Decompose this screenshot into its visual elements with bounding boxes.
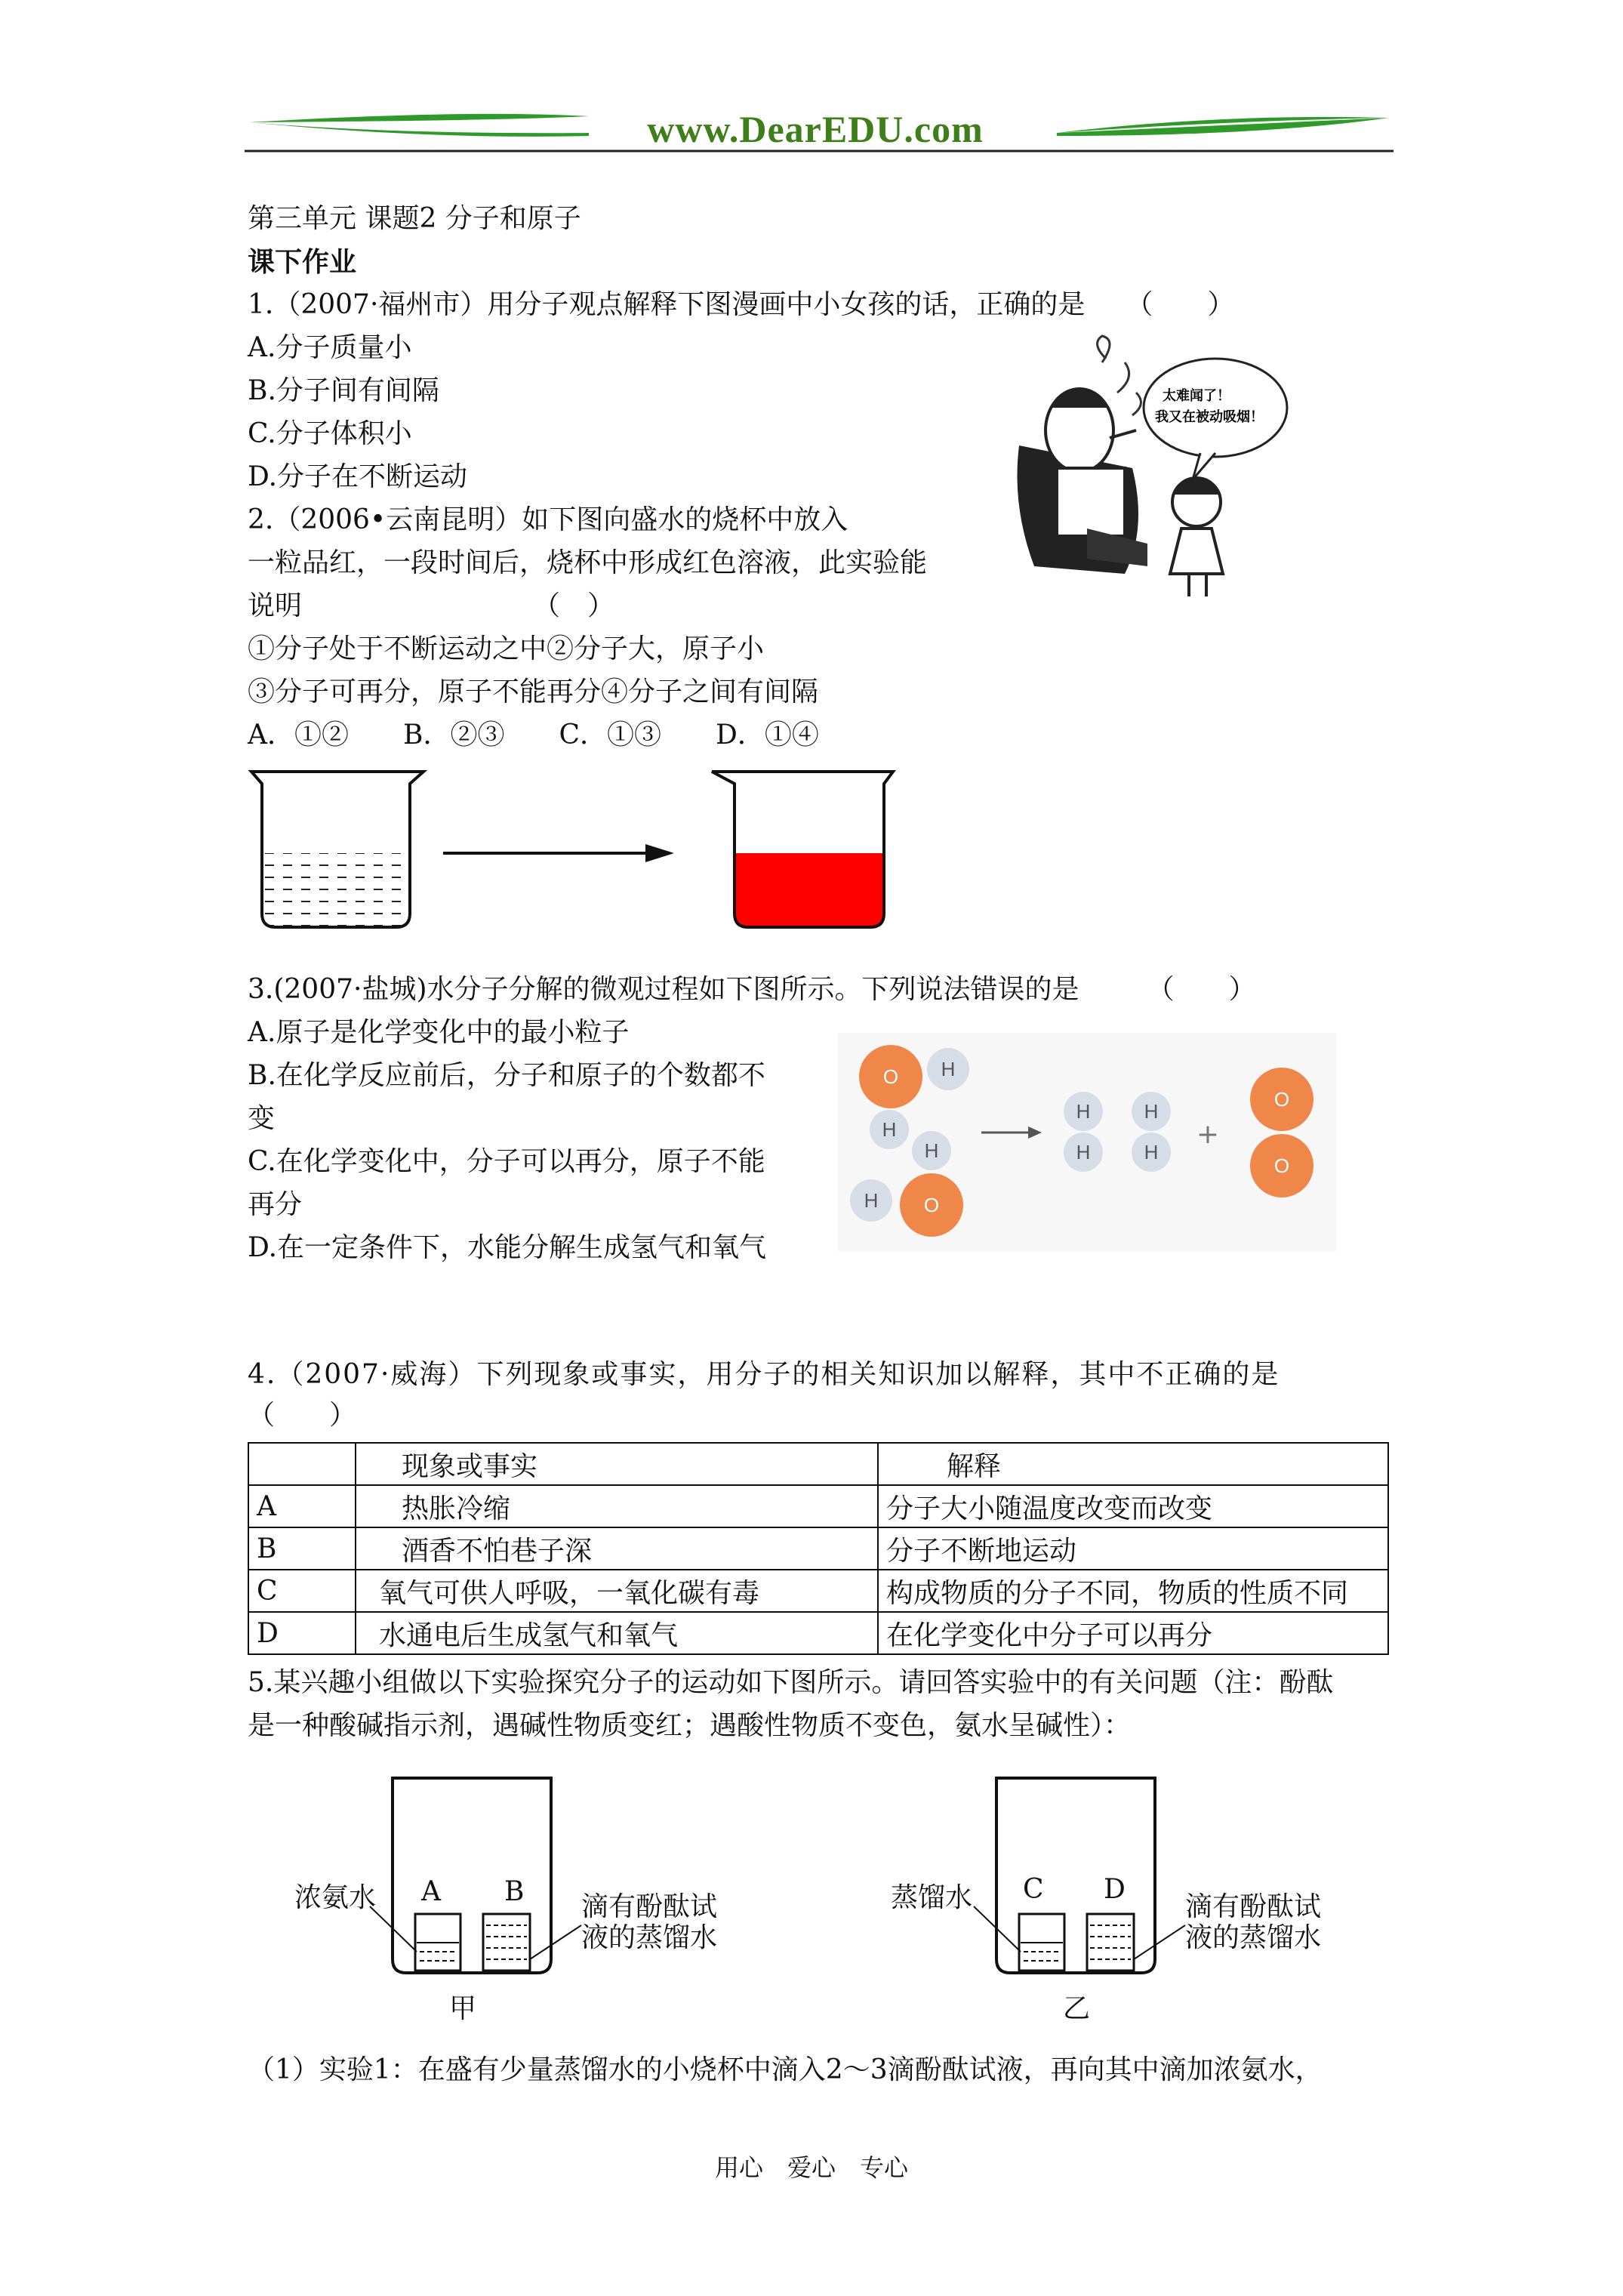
table-cell: B bbox=[248, 1527, 356, 1570]
beaker-diagram bbox=[245, 763, 910, 936]
table-header-explanation: 解释 bbox=[878, 1443, 1388, 1485]
water-fill bbox=[262, 853, 410, 927]
table-cell: 分子不断地运动 bbox=[878, 1527, 1388, 1570]
q1-option-b: B.分子间有间隔 bbox=[248, 375, 439, 406]
table-row bbox=[248, 1612, 1388, 1654]
svg-text:H: H bbox=[1144, 1141, 1159, 1163]
q5-sub-1: （1）实验1：在盛有少量蒸馏水的小烧杯中滴入2～3滴酚酞试液，再向其中滴加浓氨水， bbox=[248, 2054, 1323, 2085]
bubble-text-2: 我又在被动吸烟！ bbox=[1155, 409, 1264, 425]
table-header-phenomenon: 现象或事实 bbox=[356, 1443, 878, 1485]
q1-option-d: D.分子在不断运动 bbox=[248, 461, 468, 492]
q2-line-1: 2.（2006•云南昆明）如下图向盛水的烧杯中放入 bbox=[248, 504, 848, 535]
label-phenolphthalein-2: 液的蒸馏水 bbox=[581, 1922, 718, 1953]
q3-option-a: A.原子是化学变化中的最小粒子 bbox=[248, 1017, 630, 1048]
section-subtitle: 课下作业 bbox=[248, 246, 357, 278]
table-cell: D bbox=[248, 1612, 356, 1654]
label-beaker-a: A bbox=[421, 1876, 441, 1907]
q3-option-b-line1: B.在化学反应前后，分子和原子的个数都不 bbox=[248, 1060, 765, 1091]
q4-stem: 4.（2007·威海）下列现象或事实，用分子的相关知识加以解释，其中不正确的是 bbox=[248, 1359, 1280, 1390]
svg-text:H: H bbox=[1076, 1141, 1091, 1163]
q3-option-d: D.在一定条件下，水能分解生成氢气和氧气 bbox=[248, 1232, 767, 1263]
svg-text:O: O bbox=[1273, 1154, 1290, 1177]
q2-options: A．①② B．②③ C．①③ D．①④ bbox=[248, 720, 819, 750]
q4-paren: （ ） bbox=[248, 1400, 357, 1431]
site-logo[interactable]: www.DearEDU.com bbox=[647, 108, 984, 150]
q3-option-c-line1: C.在化学变化中，分子可以再分，原子不能 bbox=[248, 1146, 765, 1177]
water-decomposition-diagram bbox=[838, 1033, 1336, 1252]
svg-text:O: O bbox=[1273, 1088, 1290, 1111]
label-phenolphthalein-1: 滴有酚酞试 bbox=[1185, 1891, 1322, 1922]
plus-sign: + bbox=[1196, 1119, 1220, 1150]
table-cell: C bbox=[248, 1570, 356, 1612]
svg-text:H: H bbox=[941, 1058, 956, 1080]
page-title: 第三单元 课题2 分子和原子 bbox=[248, 203, 581, 234]
table-cell bbox=[248, 1443, 356, 1485]
label-beaker-b: B bbox=[504, 1876, 525, 1907]
q2-line-4: ①分子处于不断运动之中②分子大，原子小 bbox=[248, 633, 765, 664]
table-header-row bbox=[248, 1443, 1388, 1485]
q5-line-2: 是一种酸碱指示剂，遇碱性物质变红；遇酸性物质不变色，氨水呈碱性）： bbox=[248, 1710, 1132, 1741]
bubble-text-1: 太难闻了！ bbox=[1163, 388, 1230, 404]
table-row bbox=[248, 1485, 1388, 1527]
q3-option-c-line2: 再分 bbox=[248, 1189, 303, 1220]
q2-line-5: ③分子可再分，原子不能再分④分子之间有间隔 bbox=[248, 676, 819, 707]
red-solution-fill bbox=[735, 853, 884, 927]
q1-stem: 1.（2007·福州市）用分子观点解释下图漫画中小女孩的话，正确的是 （ ） bbox=[248, 289, 1235, 320]
table-cell: 热胀冷缩 bbox=[356, 1485, 878, 1527]
q3-stem: 3.(2007·盐城)水分子分解的微观过程如下图所示。下列说法错误的是 （ ） bbox=[248, 974, 1256, 1005]
label-phenolphthalein-1: 滴有酚酞试 bbox=[581, 1891, 718, 1922]
table-cell: 构成物质的分子不同，物质的性质不同 bbox=[878, 1570, 1388, 1612]
table-cell: 在化学变化中分子可以再分 bbox=[878, 1612, 1388, 1654]
table-row bbox=[248, 1527, 1388, 1570]
q4-table bbox=[248, 1442, 1389, 1655]
smoking-cartoon-image bbox=[1004, 332, 1291, 604]
table-row bbox=[248, 1570, 1388, 1612]
label-beaker-d: D bbox=[1104, 1874, 1126, 1905]
svg-text:O: O bbox=[882, 1065, 899, 1088]
q1-option-c: C.分子体积小 bbox=[248, 418, 412, 449]
page-footer: 用心 爱心 专心 bbox=[714, 2153, 908, 2182]
table-cell: 分子大小随温度改变而改变 bbox=[878, 1485, 1388, 1527]
q5-line-1: 5.某兴趣小组做以下实验探究分子的运动如下图所示。请回答实验中的有关问题（注：酚酞 bbox=[248, 1667, 1334, 1698]
q3-option-b-line2: 变 bbox=[248, 1103, 276, 1134]
table-cell: A bbox=[248, 1485, 356, 1527]
svg-text:H: H bbox=[864, 1189, 879, 1212]
svg-text:H: H bbox=[1144, 1100, 1159, 1123]
svg-text:O: O bbox=[923, 1194, 940, 1216]
svg-text:H: H bbox=[882, 1118, 897, 1141]
table-cell: 水通电后生成氢气和氧气 bbox=[356, 1612, 878, 1654]
label-distilled-water: 蒸馏水 bbox=[891, 1882, 973, 1913]
q2-line-2: 一粒品红，一段时间后，烧杯中形成红色溶液，此实验能 bbox=[248, 547, 928, 578]
table-cell: 酒香不怕巷子深 bbox=[356, 1527, 878, 1570]
svg-text:H: H bbox=[1076, 1100, 1091, 1123]
caption-yi: 乙 bbox=[1063, 1993, 1091, 2024]
label-beaker-c: C bbox=[1023, 1874, 1044, 1905]
svg-text:H: H bbox=[924, 1139, 939, 1162]
caption-jia: 甲 bbox=[449, 1993, 477, 2024]
label-phenolphthalein-2: 液的蒸馏水 bbox=[1185, 1922, 1322, 1953]
q2-line-3: 说明 （ ） bbox=[248, 590, 615, 621]
label-concentrated-ammonia: 浓氨水 bbox=[294, 1882, 377, 1913]
q1-option-a: A.分子质量小 bbox=[248, 332, 412, 363]
table-cell: 氧气可供人呼吸，一氧化碳有毒 bbox=[356, 1570, 878, 1612]
